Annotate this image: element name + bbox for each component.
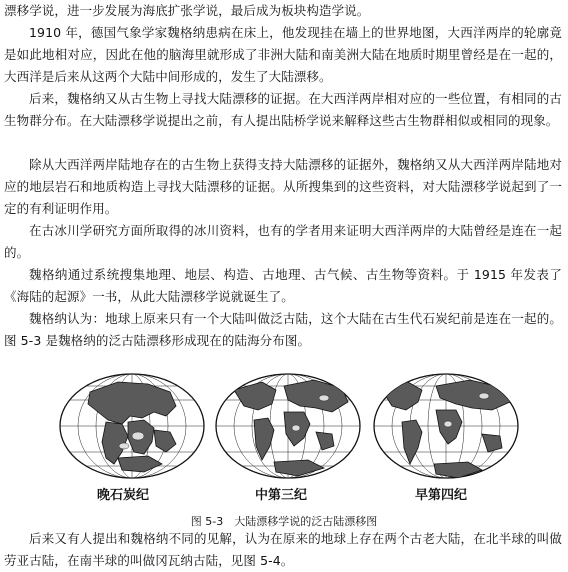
globe-early-quaternary: [372, 372, 520, 480]
figure-caption: 图 5-3 大陆漂移学说的泛古陆漂移图: [190, 515, 378, 528]
globe-middle-tertiary: [214, 372, 362, 480]
globe-label-early-quaternary: 早第四纪: [414, 488, 467, 503]
paragraph-3: 除从大西洋两岸陆地存在的古生物上获得支持大陆漂移的证据外，魏格纳又从大西洋两岸陆地对应的地层岩石和地质构造上寻找大陆漂移的证据。从所搜集到的这些资料，对大陆漂移学说起到了一定的有利证明作用。: [4, 157, 562, 216]
globe-late-carboniferous: [58, 372, 206, 480]
paragraph-6: 魏格纳认为：地球上原来只有一个大陆叫做泛古陆，这个大陆在古生代石炭纪前是连在一起的。图 5-3 是魏格纳的泛古陆漂移形成现在的陆海分布图。: [4, 311, 562, 348]
paragraph-0: 漂移学说，进一步发展为海底扩张学说，最后成为板块构造学说。: [4, 3, 370, 18]
paragraph-7: 后来又有人提出和魏格纳不同的见解，认为在原来的地球上存在两个古老大陆，在北半球的叫做劳亚古陆，在南半球的叫做冈瓦纳古陆，见图 5-4。: [4, 531, 562, 568]
pangaea-figure: [58, 372, 520, 480]
paragraph-1: 1910 年，德国气象学家魏格纳患病在床上，他发现挂在墙上的世界地图，大西洋两岸的轮廓竟是如此地相对应，因此在他的脑海里就形成了非洲大陆和南美洲大陆在地质时期里曾经是在一起的，大西洋是后来从这两个大陆中间形成的，发生了大陆漂移。: [4, 25, 562, 84]
paragraph-5: 魏格纳通过系统搜集地理、地层、构造、古地理、古气候、古生物等资料。于 1915 年发表了《海陆的起源》一书，从此大陆漂移学说就诞生了。: [4, 267, 562, 304]
globe-label-late-carboniferous: 晚石炭纪: [96, 488, 149, 503]
paragraph-4: 在古冰川学研究方面所取得的冰川资料，也有的学者用来证明大西洋两岸的大陆曾经是连在一起的。: [4, 223, 562, 260]
paragraph-2: 后来，魏格纳又从古生物上寻找大陆漂移的证据。在大西洋两岸相对应的一些位置，有相同的古生物群分布。在大陆漂移学说提出之前，有人提出陆桥学说来解释这些古生物群相似或相同的现象。: [4, 91, 562, 128]
globe-label-middle-tertiary: 中第三纪: [254, 488, 307, 503]
